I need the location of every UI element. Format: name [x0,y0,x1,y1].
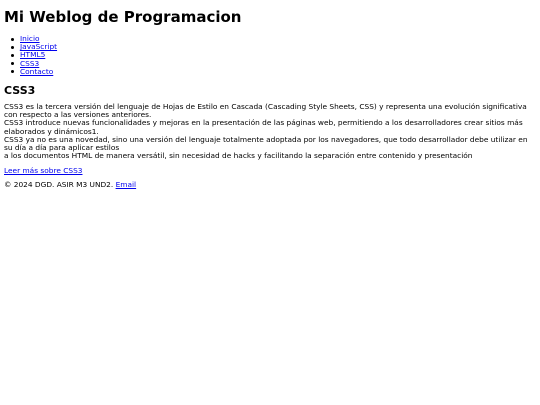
footer-email-link[interactable]: Email [115,180,137,189]
article-paragraph-3: CSS3 ya no es una novedad, sino una versión del lenguaje totalmente adoptada por los navegadores, que todo desarrollador debe utilizar en su día a día para aplicar estilos [4,134,528,153]
read-more-link[interactable]: Leer más sobre CSS3 [4,166,83,175]
article-title: CSS3 [4,84,36,97]
nav-link-html5[interactable]: HTML5 [20,50,46,60]
site-title: Mi Weblog de Programacion [4,8,242,26]
more-link-container [4,167,82,175]
nav-link-javascript[interactable]: JavaScript [20,42,58,52]
nav-list [9,35,57,76]
footer [4,181,136,189]
nav-link-inicio[interactable]: Inicio [20,34,40,43]
article-body [4,103,538,160]
nav-link-contacto[interactable]: Contacto [20,66,54,76]
footer-copyright: © 2024 DGD. ASIR M3 UND2. [4,180,114,189]
nav-item-contacto [9,68,57,76]
article-paragraph-4: a los documentos HTML de manera versátil, sin necesidad de hacks y facilitando la separación entre contenido y presentación [4,151,473,161]
article-paragraph-1: CSS3 es la tercera versión del lenguaje de Hojas de Estilo en Cascada (Cascading Style Sheets, CSS) y representa una evolución significativa con respecto a las versiones anteriores. [4,102,527,120]
nav-link-css3[interactable]: CSS3 [20,58,40,68]
article-paragraph-2: CSS3 introduce nuevas funcionalidades y mejoras en la presentación de las páginas web, permitiendo a los desarrolladores crear sitios más elaborados y dinámicos1. [4,118,523,136]
